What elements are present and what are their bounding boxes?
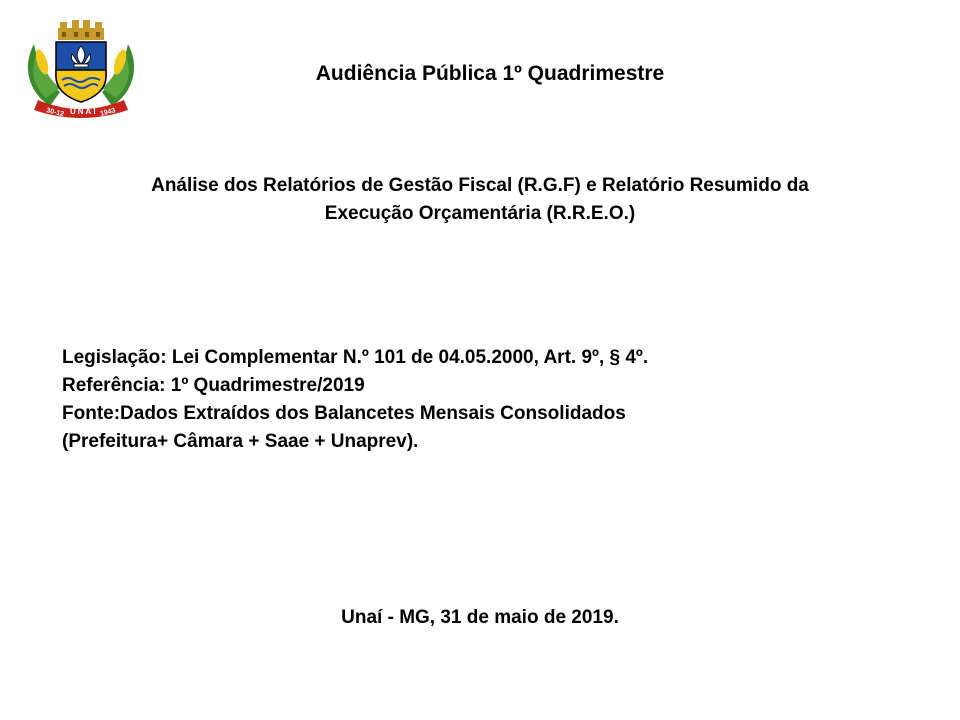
- legislation-line: Legislação: Lei Complementar N.º 101 de 04.05.2000, Art. 9º, § 4º.: [62, 347, 649, 368]
- svg-text:1943: 1943: [99, 107, 117, 118]
- municipal-coat-of-arms-icon: [16, 14, 146, 118]
- subtitle-line-1: Análise dos Relatórios de Gestão Fiscal (R.G.F) e Relatório Resumido da: [151, 175, 809, 196]
- subtitle-line-2: Execução Orçamentária (R.R.E.O.): [324, 203, 636, 224]
- svg-text:UNAÍ: UNAÍ: [70, 107, 98, 116]
- reference-line: Referência: 1º Quadrimestre/2019: [62, 375, 365, 396]
- info-block: [62, 344, 922, 456]
- subtitle: [48, 172, 912, 228]
- page-title: Audiência Pública 1º Quadrimestre: [315, 62, 665, 85]
- source-continuation-line: (Prefeitura+ Câmara + Saae + Unaprev).: [62, 431, 419, 452]
- place-date: Unaí - MG, 31 de maio de 2019.: [341, 607, 619, 628]
- source-line: Fonte:Dados Extraídos dos Balancetes Mensais Consolidados: [62, 403, 626, 424]
- svg-text:30-12: 30-12: [45, 107, 65, 118]
